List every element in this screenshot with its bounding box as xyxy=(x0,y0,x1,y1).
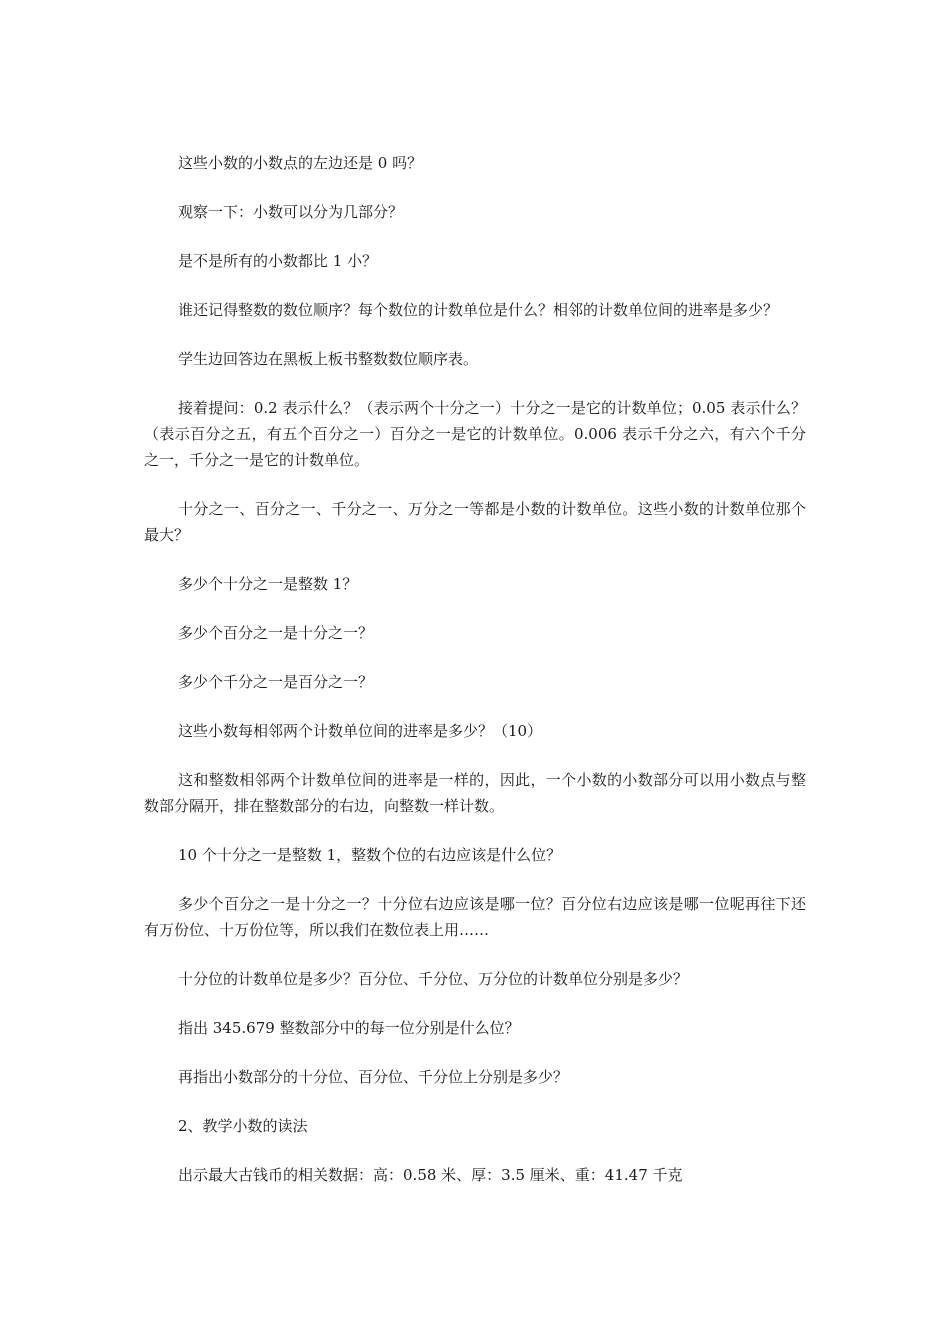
paragraph: 出示最大古钱币的相关数据：高：0.58 米、厚：3.5 厘米、重：41.47 千克 xyxy=(178,1166,683,1184)
paragraph: 这些小数每相邻两个计数单位间的进率是多少？（10） xyxy=(178,722,543,740)
paragraph: 十分位的计数单位是多少？百分位、千分位、万分位的计数单位分别是多少？ xyxy=(178,970,689,988)
paragraph: 多少个百分之一是十分之一？十分位右边应该是哪一位？百分位右边应该是哪一位呢再往下还有万份位、十万份位等，所以我们在数位表上用…… xyxy=(144,895,806,939)
paragraph: 指出 345.679 整数部分中的每一位分别是什么位？ xyxy=(178,1019,520,1037)
paragraph: 多少个千分之一是百分之一？ xyxy=(178,673,374,691)
paragraph: 是不是所有的小数都比 1 小？ xyxy=(178,252,378,270)
paragraph: 多少个十分之一是整数 1？ xyxy=(178,575,358,593)
paragraph: 谁还记得整数的数位顺序？每个数位的计数单位是什么？相邻的计数单位间的进率是多少？ xyxy=(178,301,779,319)
paragraph: 多少个百分之一是十分之一？ xyxy=(178,624,374,642)
paragraph: 10 个十分之一是整数 1，整数个位的右边应该是什么位？ xyxy=(178,846,562,864)
paragraph: 这和整数相邻两个计数单位间的进率是一样的，因此，一个小数的小数部分可以用小数点与整数部分隔开，排在整数部分的右边，向整数一样计数。 xyxy=(144,771,806,815)
document-body xyxy=(144,150,806,1211)
paragraph: 接着提问：0.2 表示什么？（表示两个十分之一）十分之一是它的计数单位；0.05 表示什么？（表示百分之五，有五个百分之一）百分之一是它的计数单位。0.006 表示千分之六，有六个千分之一，千分之一是它的计数单位。 xyxy=(144,399,806,469)
paragraph: 观察一下：小数可以分为几部分？ xyxy=(178,203,404,221)
paragraph: 十分之一、百分之一、千分之一、万分之一等都是小数的计数单位。这些小数的计数单位那个最大？ xyxy=(144,500,806,544)
paragraph: 学生边回答边在黑板上板书整数数位顺序表。 xyxy=(178,350,479,368)
paragraph: 这些小数的小数点的左边还是 0 吗？ xyxy=(178,154,423,172)
paragraph: 再指出小数部分的十分位、百分位、千分位上分别是多少？ xyxy=(178,1068,569,1086)
section-heading: 2、教学小数的读法 xyxy=(178,1117,308,1135)
